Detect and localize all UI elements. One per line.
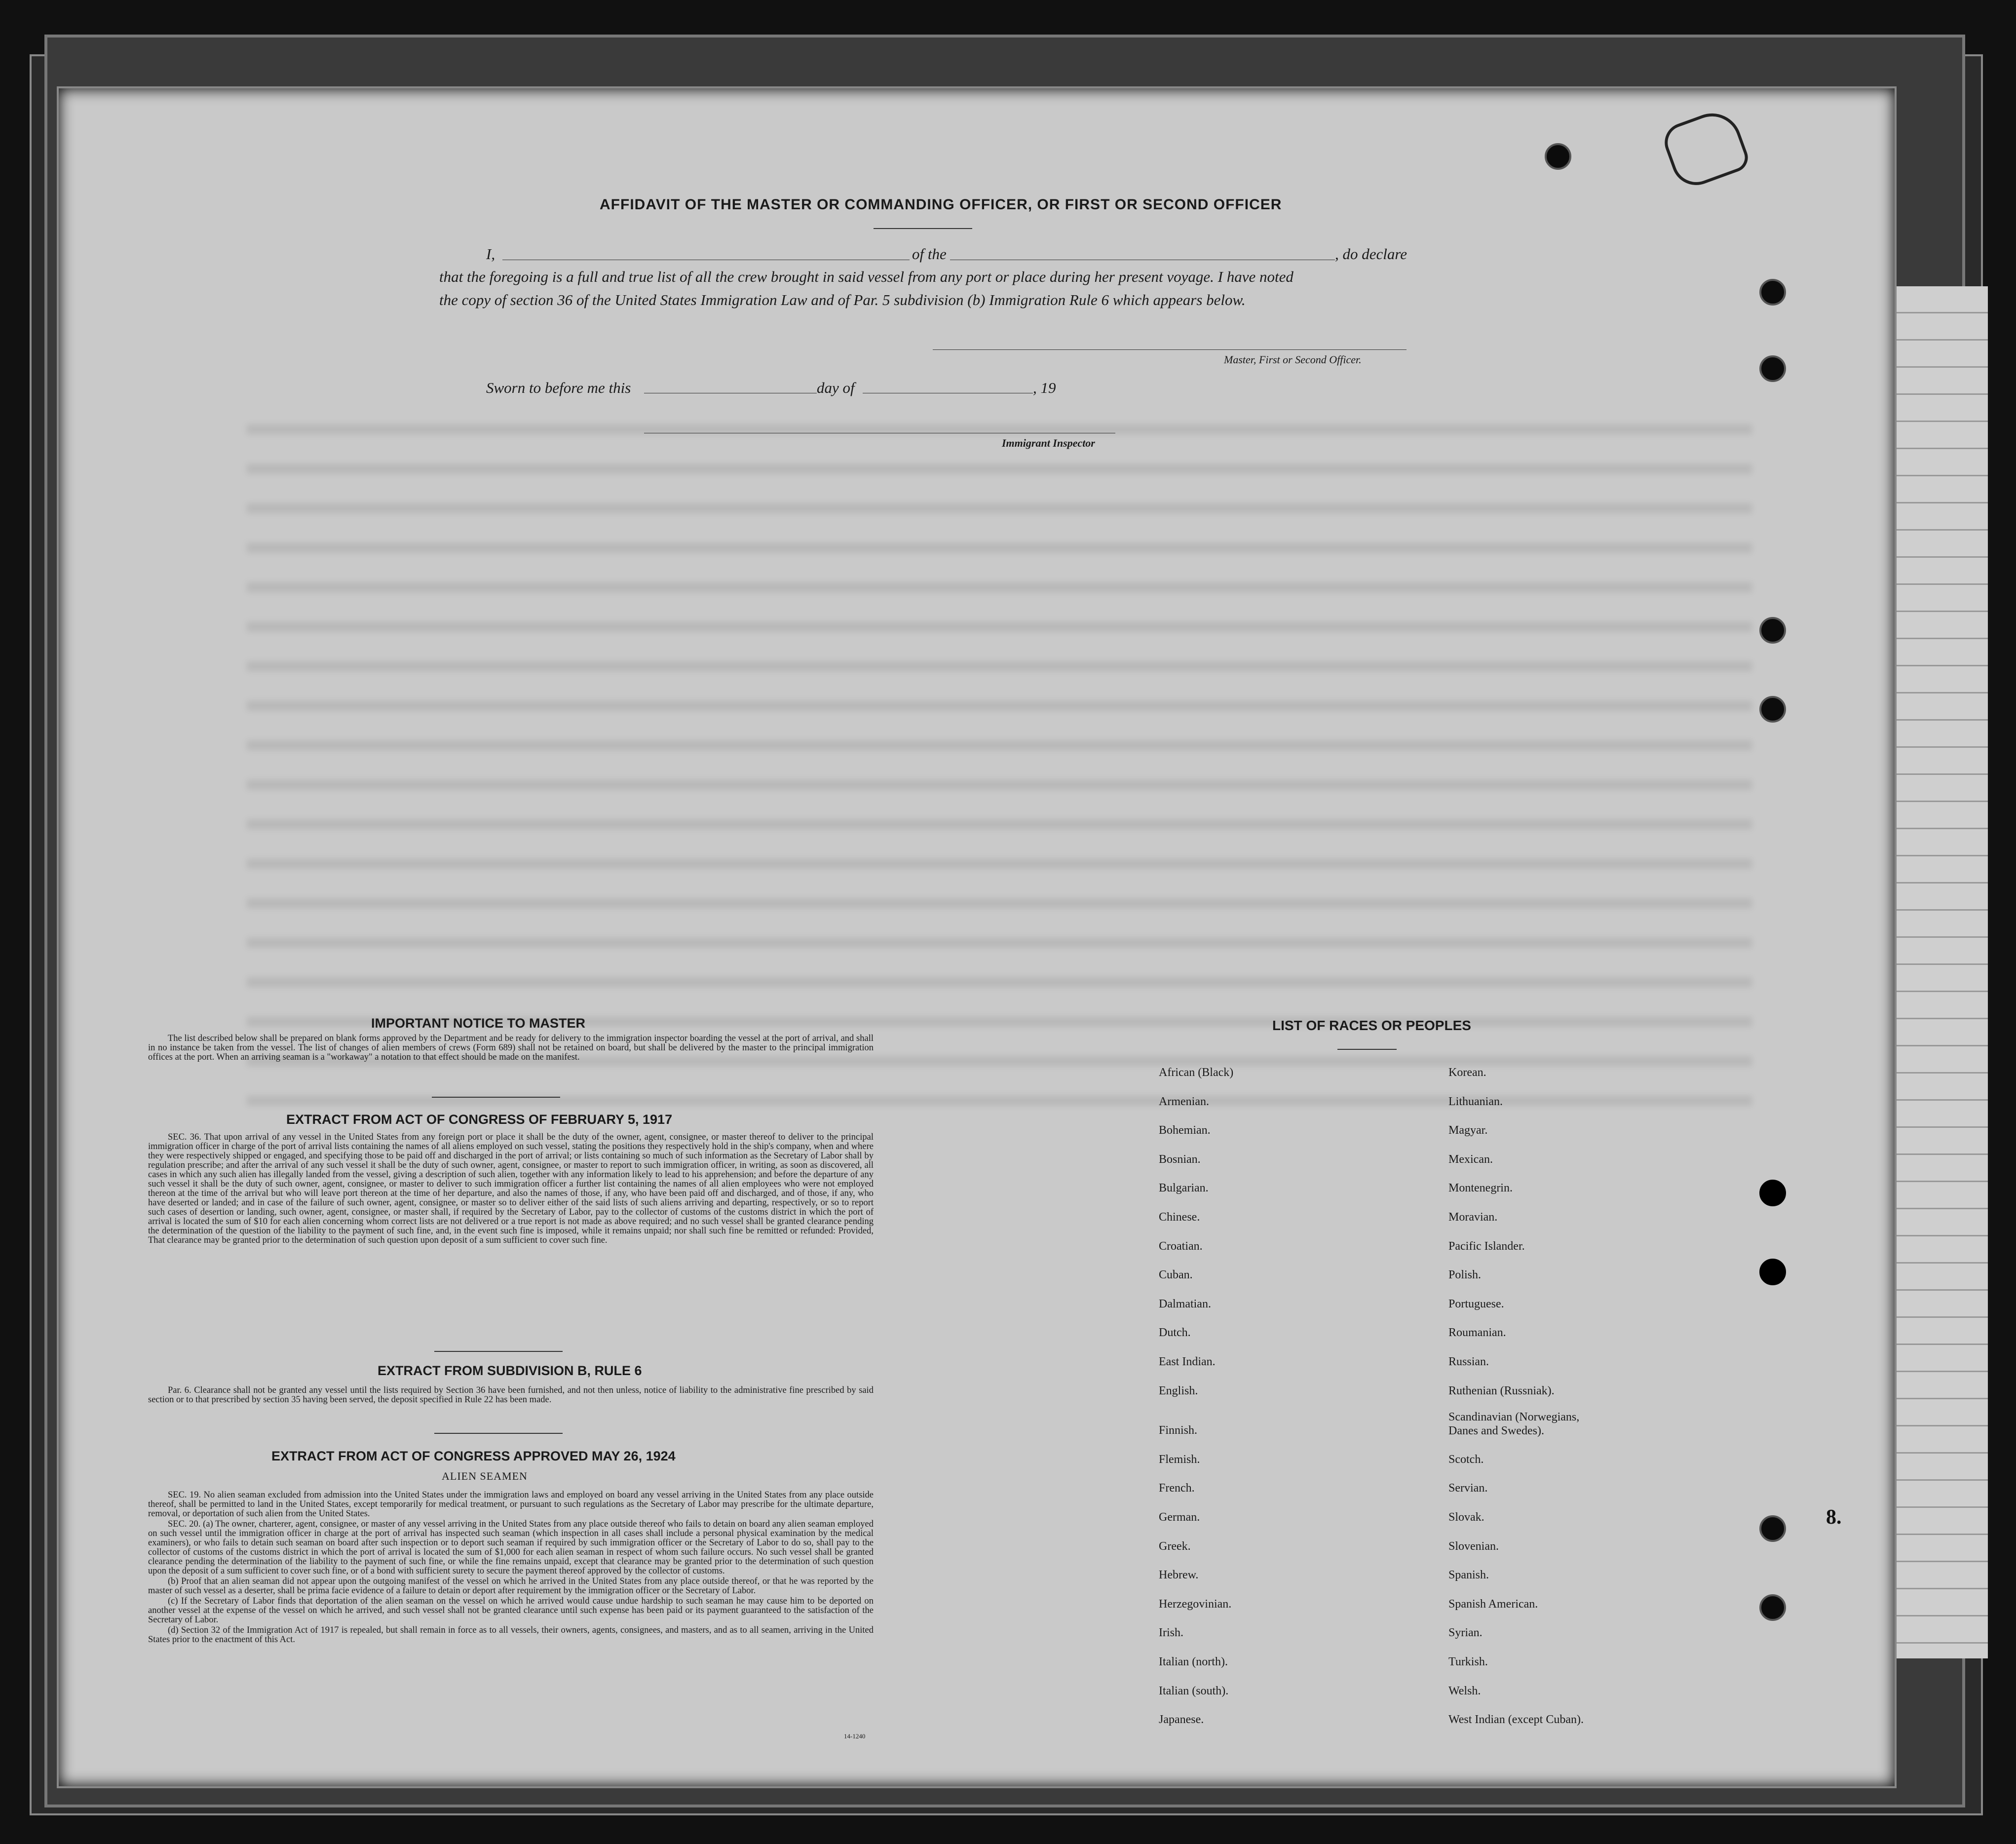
notice-title: IMPORTANT NOTICE TO MASTER (371, 1016, 585, 1031)
race-item: Syrian. (1448, 1626, 1483, 1639)
race-item: Croatian. (1159, 1240, 1203, 1253)
race-item: East Indian. (1159, 1355, 1216, 1368)
race-item: Dutch. (1159, 1326, 1191, 1339)
extract-rule6-text: Par. 6. Clearance shall not be granted any vessel until the lists required by Section 36 have been furnished, and not then unless, notice of liability to the administrative fine prescribed by said section or to that prescribed by section 35 having been served, the deposit specified in Rule 22 has been made. (148, 1385, 874, 1405)
divider (434, 1351, 563, 1352)
margin-mark: 8. (1826, 1506, 1842, 1529)
section-20b: (b) Proof that an alien seaman did not appear upon the outgoing manifest of the vessel on which he arrived in the United States from any place outside thereof, or that he was reported by the master of such vessel as a deserter, shall be prima facie evidence of a failure to detain or deport after requirement by the immigration officer or the Secretary of Labor. (148, 1576, 874, 1596)
race-item: Roumanian. (1448, 1326, 1506, 1339)
race-item: Scandinavian (Norwegians, (1448, 1411, 1580, 1423)
divider (874, 228, 972, 229)
section-20a: SEC. 20. (a) The owner, charterer, agent, consignee, or master of any vessel arriving in the United States from any place outside thereof who fails to detain on board any alien seaman employed on such vessel until the immigration officer in charge at the port of arrival has inspected such seaman (which inspection in all cases shall include a personal physical examination by the medical examiners), or who fails to detain such seaman on board after such inspection or to deport such seaman if required by such immigration officer or the Secretary of Labor to do so, shall pay to the collector of customs of the customs district in which the port of arrival is located the sum of $1,000 for each alien seaman in respect of whom such failure occurs. No such vessel shall be granted clearance pending the determination of the liability to the payment of such fine, or while the fine remains unpaid, except that clearance may be granted prior to the determination of such question upon the deposit of a sum sufficient to cover such fine, or of a bond with sufficient surety to secure the payment thereof approved by the collector of customs. (148, 1519, 874, 1576)
race-item: Bohemian. (1159, 1124, 1211, 1137)
race-item: Mexican. (1448, 1153, 1493, 1166)
race-item: Ruthenian (Russniak). (1448, 1384, 1555, 1397)
notice-text: The list described below shall be prepared on blank forms approved by the Department and be ready for delivery to the immigration inspector boarding the vessel at the port of arrival, and shall in no instance be taken from the vessel. The list of changes of alien members of crews (Form 689) shall not be retained on board, but shall be delivered by the master to the principal immigration offices at the port. When an arriving seaman is a "workaway" a notation to that effect should be made on the manifest. (148, 1034, 874, 1062)
race-item: Flemish. (1159, 1453, 1200, 1466)
divider (434, 1433, 563, 1434)
race-item: Irish. (1159, 1626, 1183, 1639)
race-item: Japanese. (1159, 1713, 1204, 1726)
form-number: 14-1240 (844, 1732, 866, 1740)
race-item: Spanish American. (1448, 1598, 1538, 1611)
affidavit-text-line2: that the foregoing is a full and true list of all the crew brought in said vessel from any port or place during her present voyage. I have noted (439, 268, 1293, 285)
master-signature-label: Master, First or Second Officer. (1224, 353, 1362, 366)
day-of-label: day of (817, 379, 855, 396)
race-item: Korean. (1448, 1066, 1486, 1079)
race-item: Scotch. (1448, 1453, 1484, 1466)
extract-1924-text (148, 1491, 874, 1646)
race-item: French. (1159, 1482, 1195, 1495)
extract-1917-title: EXTRACT FROM ACT OF CONGRESS OF FEBRUARY 5, 1917 (286, 1112, 673, 1127)
race-item: Spanish. (1448, 1569, 1489, 1581)
race-item: Italian (north). (1159, 1655, 1228, 1668)
race-item: African (Black) (1159, 1066, 1234, 1079)
divider (432, 1097, 560, 1098)
race-item: Slovenian. (1448, 1540, 1499, 1553)
extract-1917-text: SEC. 36. That upon arrival of any vessel in the United States from any foreign port or place it shall be the duty of the owner, agent, consignee, or master thereof to deliver to the principal immigration officer in charge of the port of arrival lists containing the names of all aliens employed on such vessel, stating the positions they respectively hold in the ship's company, when and where they were respectively shipped or engaged, and specifying those to be paid off and discharged in the port of arrival; or lists containing so much of such information as the Secretary of Labor shall by regulation prescribe; and after the arrival of any such vessel it shall be the duty of such owner, agent, consignee, or master to report to such immigration officer, in writing, as soon as discovered, all cases in which any such alien has illegally landed from the vessel, giving a description of such alien, together with any information likely to lead to his apprehension; and before the departure of any such vessel it shall be the duty of such owner, agent, consignee, or master to deliver to such immigration officer a further list containing the names of all alien employees who were not employed thereon at the time of the arrival but who will leave port thereon at the time of her departure, and also the names of those, if any, who have been paid off and discharged, and of those, if any, who have deserted or landed; and in case of the failure of such owner, agent, consignee, or master so to deliver either of the said lists of such aliens arriving and departing, respectively, or so to report such cases of desertion or landing, such owner, agent, consignee, or master shall, if required by the Secretary of Labor, pay to the collector of customs of the customs district in which the port of arrival is located the sum of $10 for each alien concerning whom correct lists are not delivered or a true report is not made as above required; and no such vessel shall be granted clearance pending the determination of the question of the liability to the payment of such fine, and, in the event such fine is imposed, while it remains unpaid; nor shall such fine be remitted or refunded: Provided, That clearance may be granted prior to the determination of such question upon deposit of a sum sufficient to cover such fine. (148, 1132, 874, 1245)
race-item: Bulgarian. (1159, 1182, 1209, 1194)
section-20c: (c) If the Secretary of Labor finds that deportation of the alien seaman on the vessel on which he arrived would cause undue hardship to such seaman he may cause him to be deported on another vessel at the expense of the vessel on which he arrived, and such vessel shall not be granted clearance until such expense has been paid or its payment guaranteed to the satisfaction of the Secretary of Labor. (148, 1596, 874, 1625)
race-item: Greek. (1159, 1540, 1191, 1553)
race-item: Lithuanian. (1448, 1095, 1503, 1108)
affidavit-title: AFFIDAVIT OF THE MASTER OR COMMANDING OFFICER, OR FIRST OR SECOND OFFICER (600, 196, 1282, 213)
race-item: Turkish. (1448, 1655, 1488, 1668)
extract-1924-subtitle: ALIEN SEAMEN (442, 1470, 528, 1482)
race-item: Bosnian. (1159, 1153, 1201, 1166)
race-item: Servian. (1448, 1482, 1488, 1495)
race-item: Montenegrin. (1448, 1182, 1513, 1194)
race-item: Magyar. (1448, 1124, 1488, 1137)
sworn-label: Sworn to before me this (486, 379, 631, 396)
race-item: Herzegovinian. (1159, 1598, 1232, 1611)
divider (1337, 1049, 1397, 1050)
binder-hole (1759, 1515, 1786, 1542)
race-item: Chinese. (1159, 1211, 1200, 1224)
race-item: Polish. (1448, 1268, 1482, 1281)
binder-hole (1759, 279, 1786, 306)
race-item: Welsh. (1448, 1685, 1481, 1697)
section-20d: (d) Section 32 of the Immigration Act of 1917 is repealed, but shall remain in force as to all vessels, their owners, agents, consignees, and masters, and as to all seamen, arriving in the United States prior to the enactment of this Act. (148, 1625, 874, 1645)
binder-hole (1759, 355, 1786, 382)
race-item: German. (1159, 1511, 1200, 1524)
extract-1924-title: EXTRACT FROM ACT OF CONGRESS APPROVED MAY 26, 1924 (271, 1449, 676, 1463)
extract-rule6-title: EXTRACT FROM SUBDIVISION B, RULE 6 (378, 1363, 642, 1378)
race-item: Portuguese. (1448, 1298, 1504, 1310)
race-item: Hebrew. (1159, 1569, 1199, 1581)
race-item: Italian (south). (1159, 1685, 1229, 1697)
binder-hole (1545, 143, 1571, 170)
race-item: Danes and Swedes). (1448, 1424, 1544, 1437)
race-item: Slovak. (1448, 1511, 1484, 1524)
race-item: Moravian. (1448, 1211, 1498, 1224)
race-item: Armenian. (1159, 1095, 1209, 1108)
race-item: Pacific Islander. (1448, 1240, 1525, 1253)
binder-hole (1759, 1259, 1786, 1285)
binder-hole (1759, 696, 1786, 723)
race-item: Dalmatian. (1159, 1298, 1211, 1310)
affidavit-declare: , do declare (1335, 245, 1407, 263)
race-item: Cuban. (1159, 1268, 1193, 1281)
race-item: West Indian (except Cuban). (1448, 1713, 1584, 1726)
race-item: Russian. (1448, 1355, 1489, 1368)
races-title: LIST OF RACES OR PEOPLES (1272, 1018, 1471, 1033)
binder-hole (1759, 1180, 1786, 1206)
affidavit-text-line3: the copy of section 36 of the United States Immigration Law and of Par. 5 subdivision (b) Immigration Rule 6 which appears below. (439, 291, 1246, 308)
inspector-label: Immigrant Inspector (1002, 437, 1095, 449)
binder-hole (1759, 1594, 1786, 1621)
master-signature-line (933, 349, 1407, 350)
race-item: Finnish. (1159, 1424, 1198, 1437)
year-label: , 19 (1033, 379, 1056, 396)
affidavit-of-the: of the (912, 245, 947, 263)
section-19: SEC. 19. No alien seaman excluded from admission into the United States under the immigration laws and employed on board any vessel arriving in the United States from any place outside thereof, shall be permitted to land in the United States, except temporarily for medical treatment, or pursuant to such regulations as the Secretary of Labor may prescribe for the ultimate departure, removal, or deportation of such alien from the United States. (148, 1490, 874, 1519)
binder-hole (1759, 617, 1786, 644)
affidavit-i: I, (486, 245, 495, 263)
race-item: English. (1159, 1384, 1198, 1397)
